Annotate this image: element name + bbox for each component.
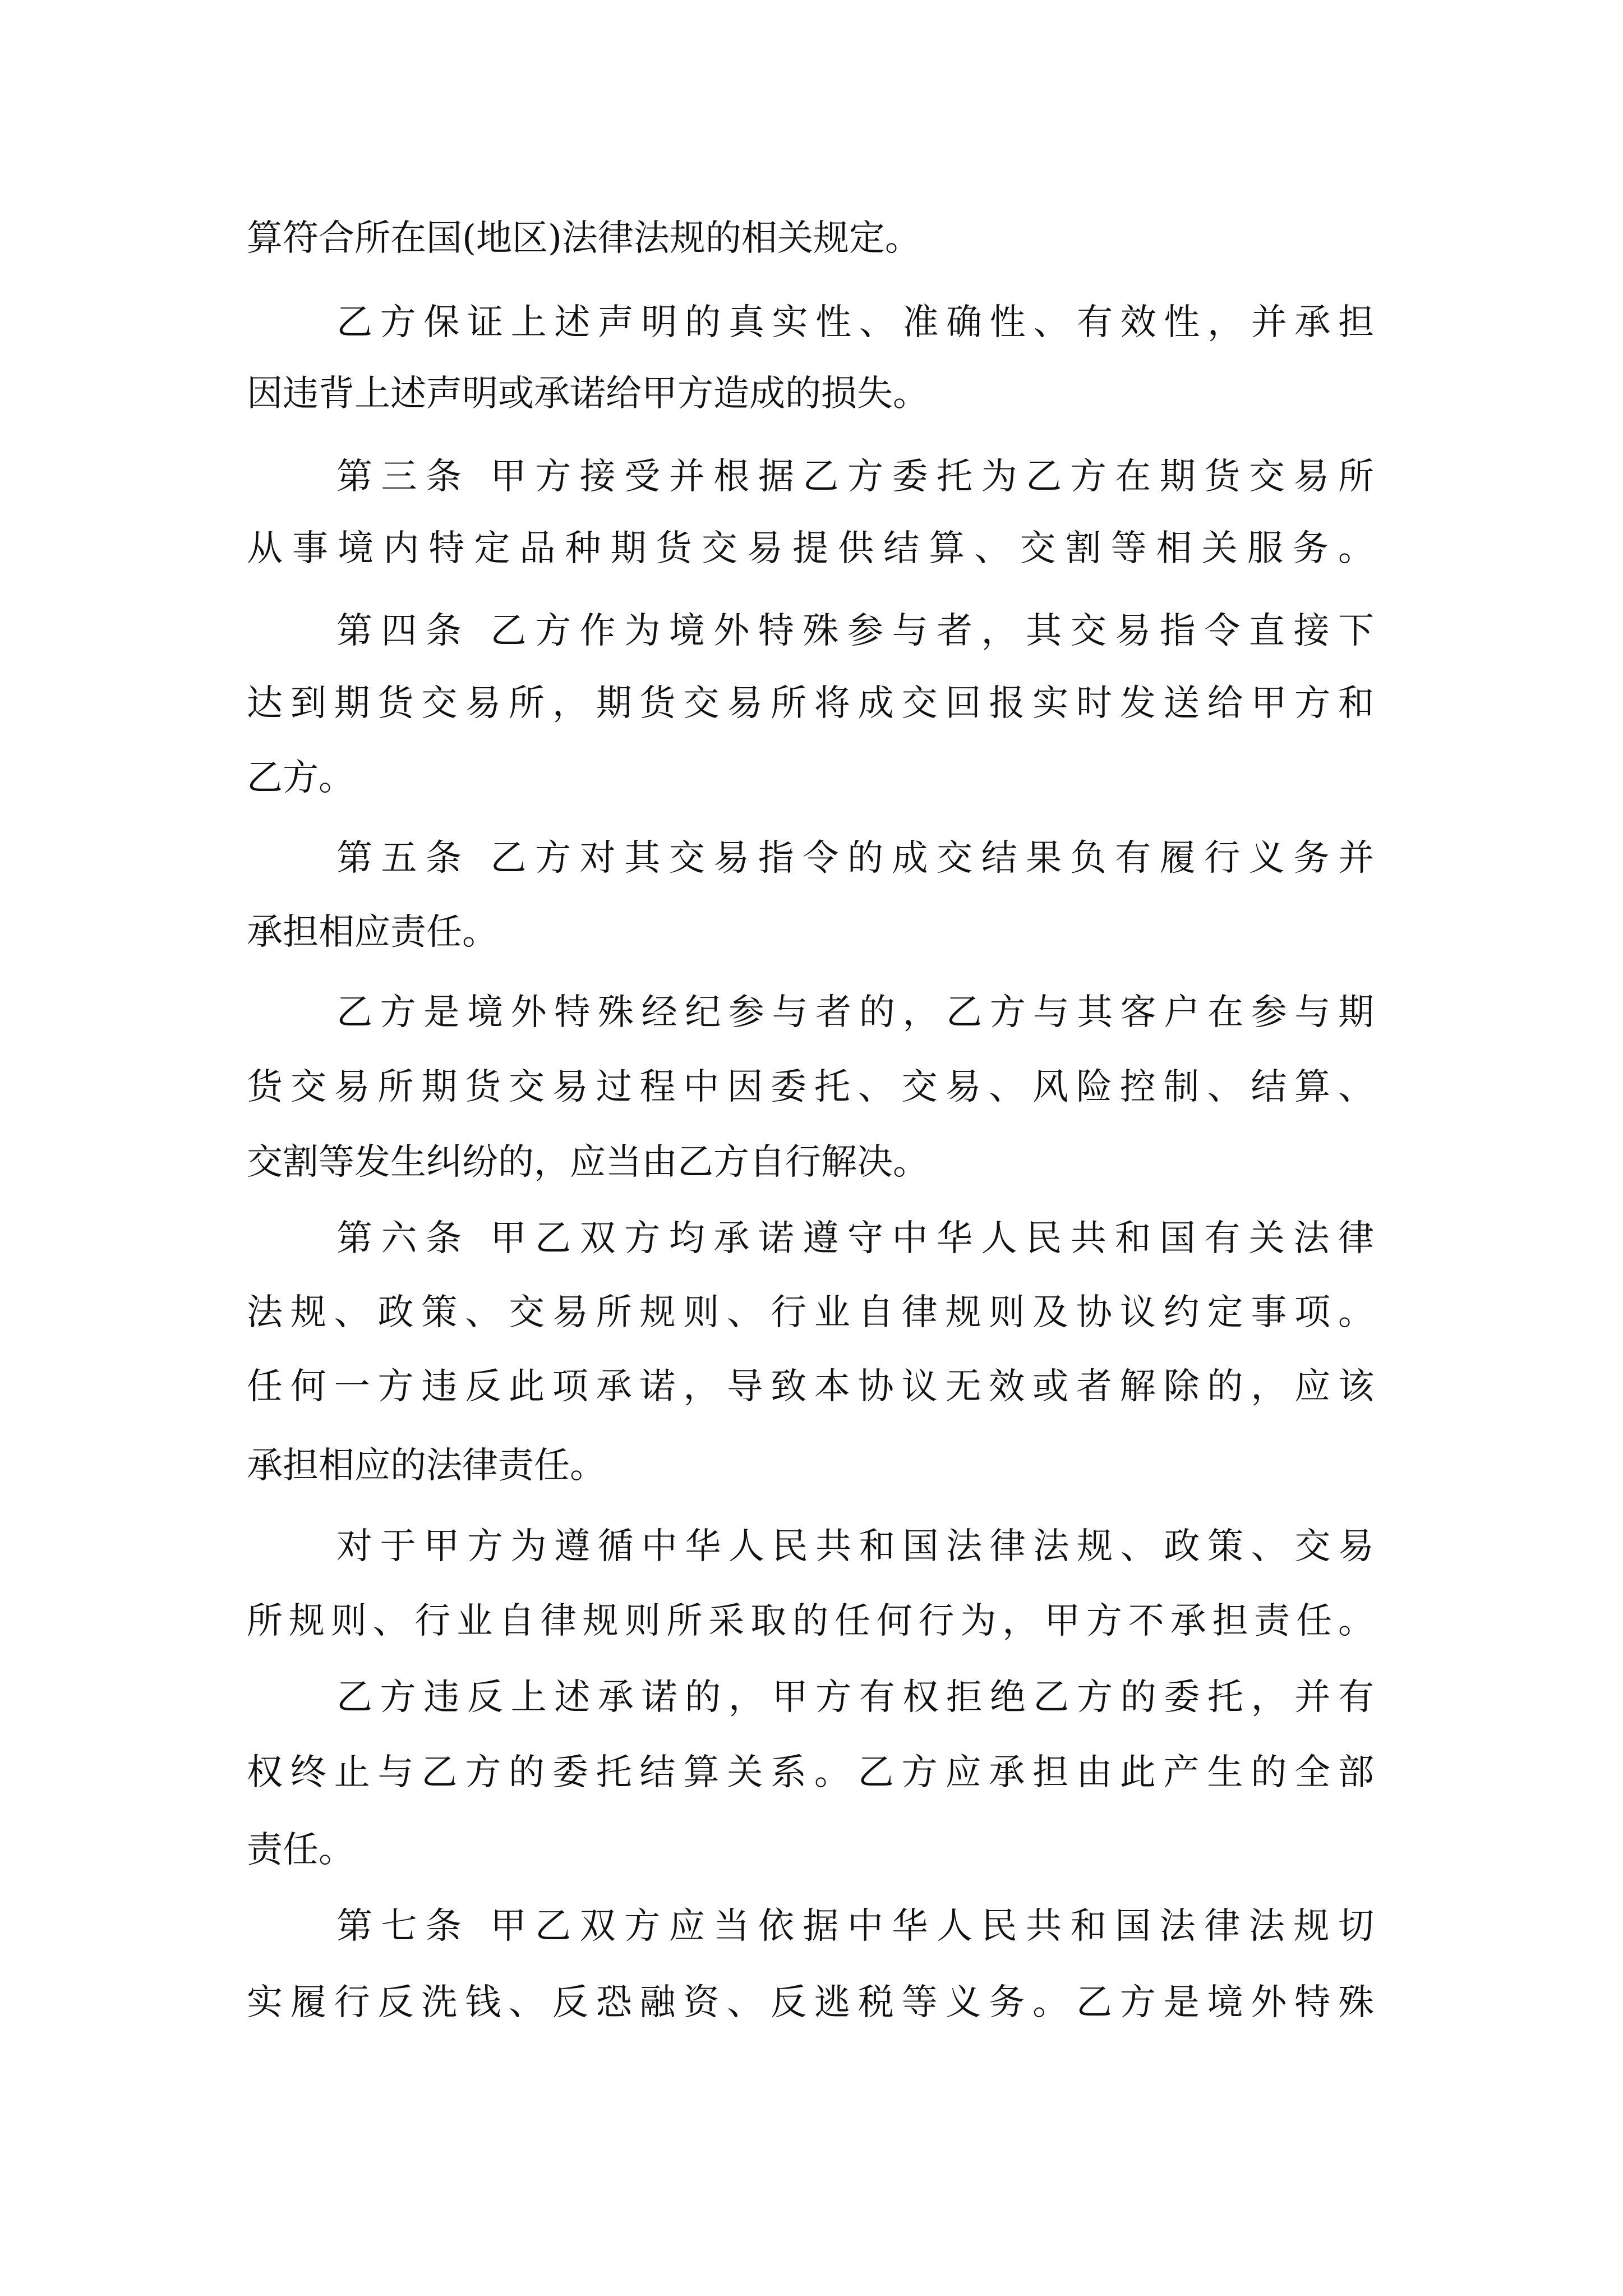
text-line: 责任。 [247, 1829, 354, 1871]
text-line: 第四条 乙方作为境外特殊参与者，其交易指令直接下 [336, 610, 1374, 652]
text-line: 因违背上述声明或承诺给甲方造成的损失。 [247, 373, 929, 415]
text-line: 交割等发生纠纷的，应当由乙方自行解决。 [247, 1142, 929, 1183]
text-line: 达到期货交易所，期货交易所将成交回报实时发送给甲方和 [247, 683, 1374, 724]
text-line: 对于甲方为遵循中华人民共和国法律法规、政策、交易 [336, 1526, 1374, 1567]
text-line: 第三条 甲方接受并根据乙方委托为乙方在期货交易所 [336, 456, 1374, 498]
text-line: 法规、政策、交易所规则、行业自律规则及协议约定事项。 [247, 1292, 1374, 1333]
text-line: 任何一方违反此项承诺，导致本协议无效或者解除的，应该 [247, 1366, 1374, 1407]
text-line: 实履行反洗钱、反恐融资、反逃税等义务。乙方是境外特殊 [247, 1982, 1374, 2023]
text-line: 乙方违反上述承诺的，甲方有权拒绝乙方的委托，并有 [336, 1677, 1374, 1718]
text-line: 第七条 甲乙双方应当依据中华人民共和国法律法规切 [336, 1906, 1374, 1947]
text-line: 权终止与乙方的委托结算关系。乙方应承担由此产生的全部 [247, 1752, 1374, 1793]
text-line: 所规则、行业自律规则所采取的任何行为，甲方不承担责任。 [247, 1600, 1374, 1642]
text-line: 从事境内特定品种期货交易提供结算、交割等相关服务。 [247, 528, 1374, 569]
text-line: 第五条 乙方对其交易指令的成交结果负有履行义务并 [336, 838, 1374, 879]
text-line: 乙方是境外特殊经纪参与者的，乙方与其客户在参与期 [336, 992, 1374, 1033]
text-line: 乙方。 [247, 757, 354, 799]
text-line: 算符合所在国(地区)法律法规的相关规定。 [247, 218, 921, 259]
text-line: 第六条 甲乙双方均承诺遵守中华人民共和国有关法律 [336, 1218, 1374, 1259]
text-line: 承担相应的法律责任。 [247, 1445, 606, 1487]
text-line: 承担相应责任。 [247, 912, 498, 953]
text-line: 乙方保证上述声明的真实性、准确性、有效性，并承担 [336, 302, 1374, 343]
text-line: 货交易所期货交易过程中因委托、交易、风险控制、结算、 [247, 1066, 1374, 1108]
